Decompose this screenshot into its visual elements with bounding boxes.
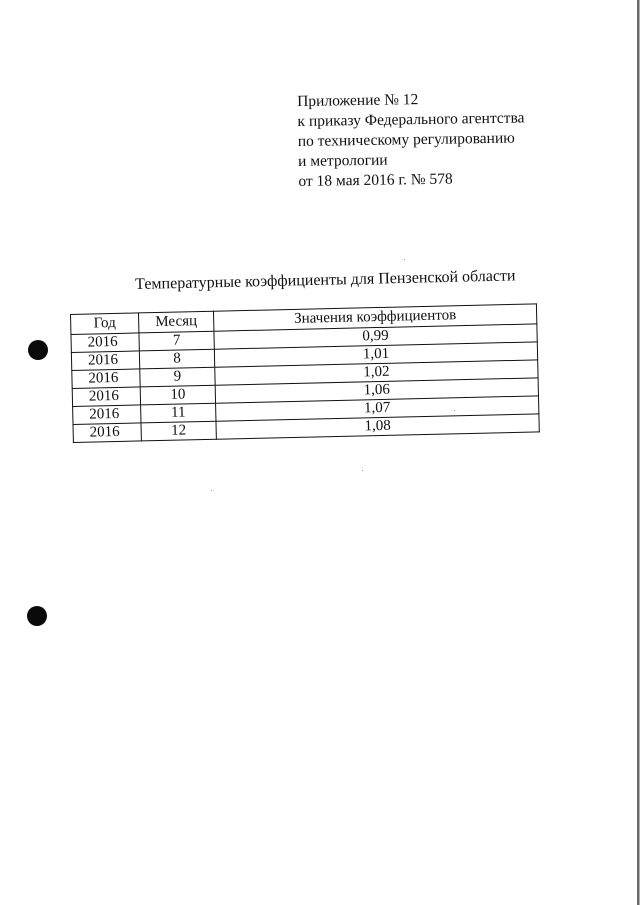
cell-value: 1,01 — [214, 342, 537, 367]
column-header-year: Год — [71, 313, 139, 335]
column-header-month: Месяц — [138, 311, 213, 333]
scan-speck — [362, 470, 363, 471]
cell-year: 2016 — [71, 333, 139, 353]
punch-hole-top — [28, 340, 48, 360]
appendix-line: и метрологии — [297, 151, 388, 170]
document-title: Температурные коэффициенты для Пензенской области — [135, 267, 516, 293]
cell-month: 9 — [140, 367, 215, 387]
cell-value: 0,99 — [214, 324, 537, 349]
scan-speck — [211, 490, 212, 491]
cell-year: 2016 — [72, 387, 140, 407]
appendix-line: от 18 мая 2016 г. № 578 — [298, 170, 453, 190]
scan-speck — [404, 259, 405, 260]
cell-value: 1,02 — [215, 360, 538, 385]
cell-month: 7 — [139, 331, 214, 351]
coefficients-table — [70, 303, 540, 443]
cell-year: 2016 — [72, 369, 140, 389]
coefficients-table-wrap — [70, 303, 540, 443]
appendix-line: по техническому регулированию — [297, 129, 515, 150]
cell-month: 10 — [140, 385, 215, 405]
cell-month: 11 — [141, 403, 216, 423]
appendix-header — [297, 88, 526, 192]
scan-speck — [454, 410, 455, 411]
punch-hole-bottom — [27, 606, 47, 626]
cell-value: 1,07 — [216, 396, 539, 421]
cell-value: 1,06 — [215, 378, 538, 403]
cell-month: 12 — [141, 421, 216, 441]
cell-month: 8 — [139, 349, 214, 369]
cell-value: 1,08 — [216, 414, 539, 439]
cell-year: 2016 — [71, 351, 139, 371]
cell-year: 2016 — [73, 423, 141, 443]
column-header-value: Значения коэффициентов — [213, 304, 536, 331]
cell-year: 2016 — [73, 405, 141, 425]
appendix-line: к приказу Федерального агентства — [297, 109, 525, 130]
appendix-line: Приложение № 12 — [297, 91, 419, 110]
